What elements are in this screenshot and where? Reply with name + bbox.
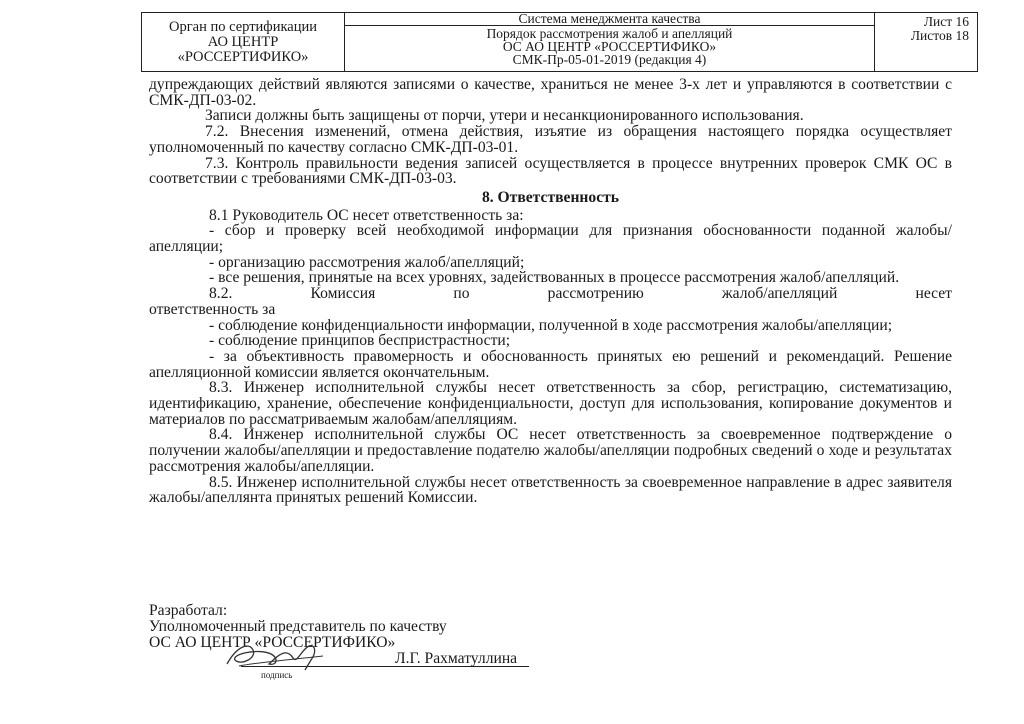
header-page-info xyxy=(875,13,977,71)
signature-caption: подпись xyxy=(261,670,293,681)
org-line-3: «РОССЕРТИФИКО» xyxy=(177,48,309,65)
paragraph-records-protection: Записи должны быть защищены от порчи, утери и несанкционированного использования. xyxy=(205,107,804,125)
org-line-2: АО ЦЕНТР xyxy=(207,33,279,50)
list-item: - организацию рассмотрения жалоб/апелляций; xyxy=(209,253,525,271)
quality-system-label: Система менеджмента качества xyxy=(345,13,874,26)
paragraph-8-5: 8.5. Инженер исполнительной службы несет ответственность за своевременное направление в адрес заявителя жалобы/апеллянта принятых решений Комиссии. xyxy=(149,473,952,507)
header-organization xyxy=(142,13,345,71)
list-item: - соблюдение принципов беспристрастности; xyxy=(209,332,511,350)
list-item: - сбор и проверку всей необходимой информации для признания обоснованности поданной жалобы/апелляции; xyxy=(149,222,952,256)
signer-organization: ОС АО ЦЕНТР «РОССЕРТИФИКО» xyxy=(149,633,396,651)
signature-line xyxy=(149,650,669,681)
document-header xyxy=(141,12,978,72)
header-title-block xyxy=(345,13,875,71)
sheets-total: Листов 18 xyxy=(910,27,969,43)
paragraph-7-2: 7.2. Внесения изменений, отмена действия, изъятие из обращения настоящего порядка осуществляет уполномоченный по качеству согласно СМК-ДП-03-01. xyxy=(149,123,952,156)
signer-position: Уполномоченный представитель по качеству xyxy=(149,617,447,635)
paragraph-8-4: 8.4. Инженер исполнительной службы ОС несет ответственность за своевременное подтверждение о получении жалобы/апелляции и предоставление подателю жалобы/апелляции подробных сведений о ходе и результатах рассмотрения жалобы/апелляции. xyxy=(149,426,952,475)
paragraph-8-1: 8.1 Руководитель ОС несет ответственность за: xyxy=(209,206,524,224)
sheet-number: Лист 16 xyxy=(923,14,969,29)
paragraph-records-retention: дупреждающих действий являются записями о качестве, храниться не менее 3-х лет и управляются в соответствии с СМК-ДП-03-02. xyxy=(149,76,952,109)
doc-code: СМК-Пр-05-01-2019 (редакция 4) xyxy=(512,52,707,67)
section-heading: 8. Ответственность xyxy=(481,188,620,206)
paragraph-8-2: 8.2. Комиссия по рассмотрению жалоб/апелляций несет xyxy=(209,285,952,303)
document-body xyxy=(149,77,952,506)
signer-name: Л.Г. Рахматуллина xyxy=(395,650,518,668)
list-item: - все решения, принятые на всех уровнях, задействованных в процессе рассмотрения жалоб/апелляций. xyxy=(209,269,900,287)
paragraph-8-2-cont: ответственность за xyxy=(149,300,276,318)
list-item: - соблюдение конфиденциальности информации, полученной в ходе рассмотрения жалобы/апелляции; xyxy=(209,316,893,334)
developed-by-label: Разработал: xyxy=(149,602,228,619)
signature-block xyxy=(149,602,669,681)
paragraph-7-3: 7.3. Контроль правильности ведения записей осуществляется в процессе внутренних проверок СМК ОС в соответствии с требованиями СМК-ДП-03-03. xyxy=(149,154,952,188)
doc-title-line-2: ОС АО ЦЕНТР «РОССЕРТИФИКО» xyxy=(502,39,717,54)
paragraph-8-3: 8.3. Инженер исполнительной службы несет ответственность за сбор, регистрацию, систематизацию, идентификацию, хранение, обеспечение конфиденциальности, доступ для использования, копирование документов и материалов по рассматриваемым жалобам/апелляциям. xyxy=(149,379,952,428)
org-line-1: Орган по сертификации xyxy=(168,18,318,35)
doc-title-line-1: Порядок рассмотрения жалоб и апелляций xyxy=(486,26,733,41)
list-item: - за объективность правомерность и обоснованность принятых ею решений и рекомендаций. Решение апелляционной комиссии является окончательным. xyxy=(149,347,952,381)
